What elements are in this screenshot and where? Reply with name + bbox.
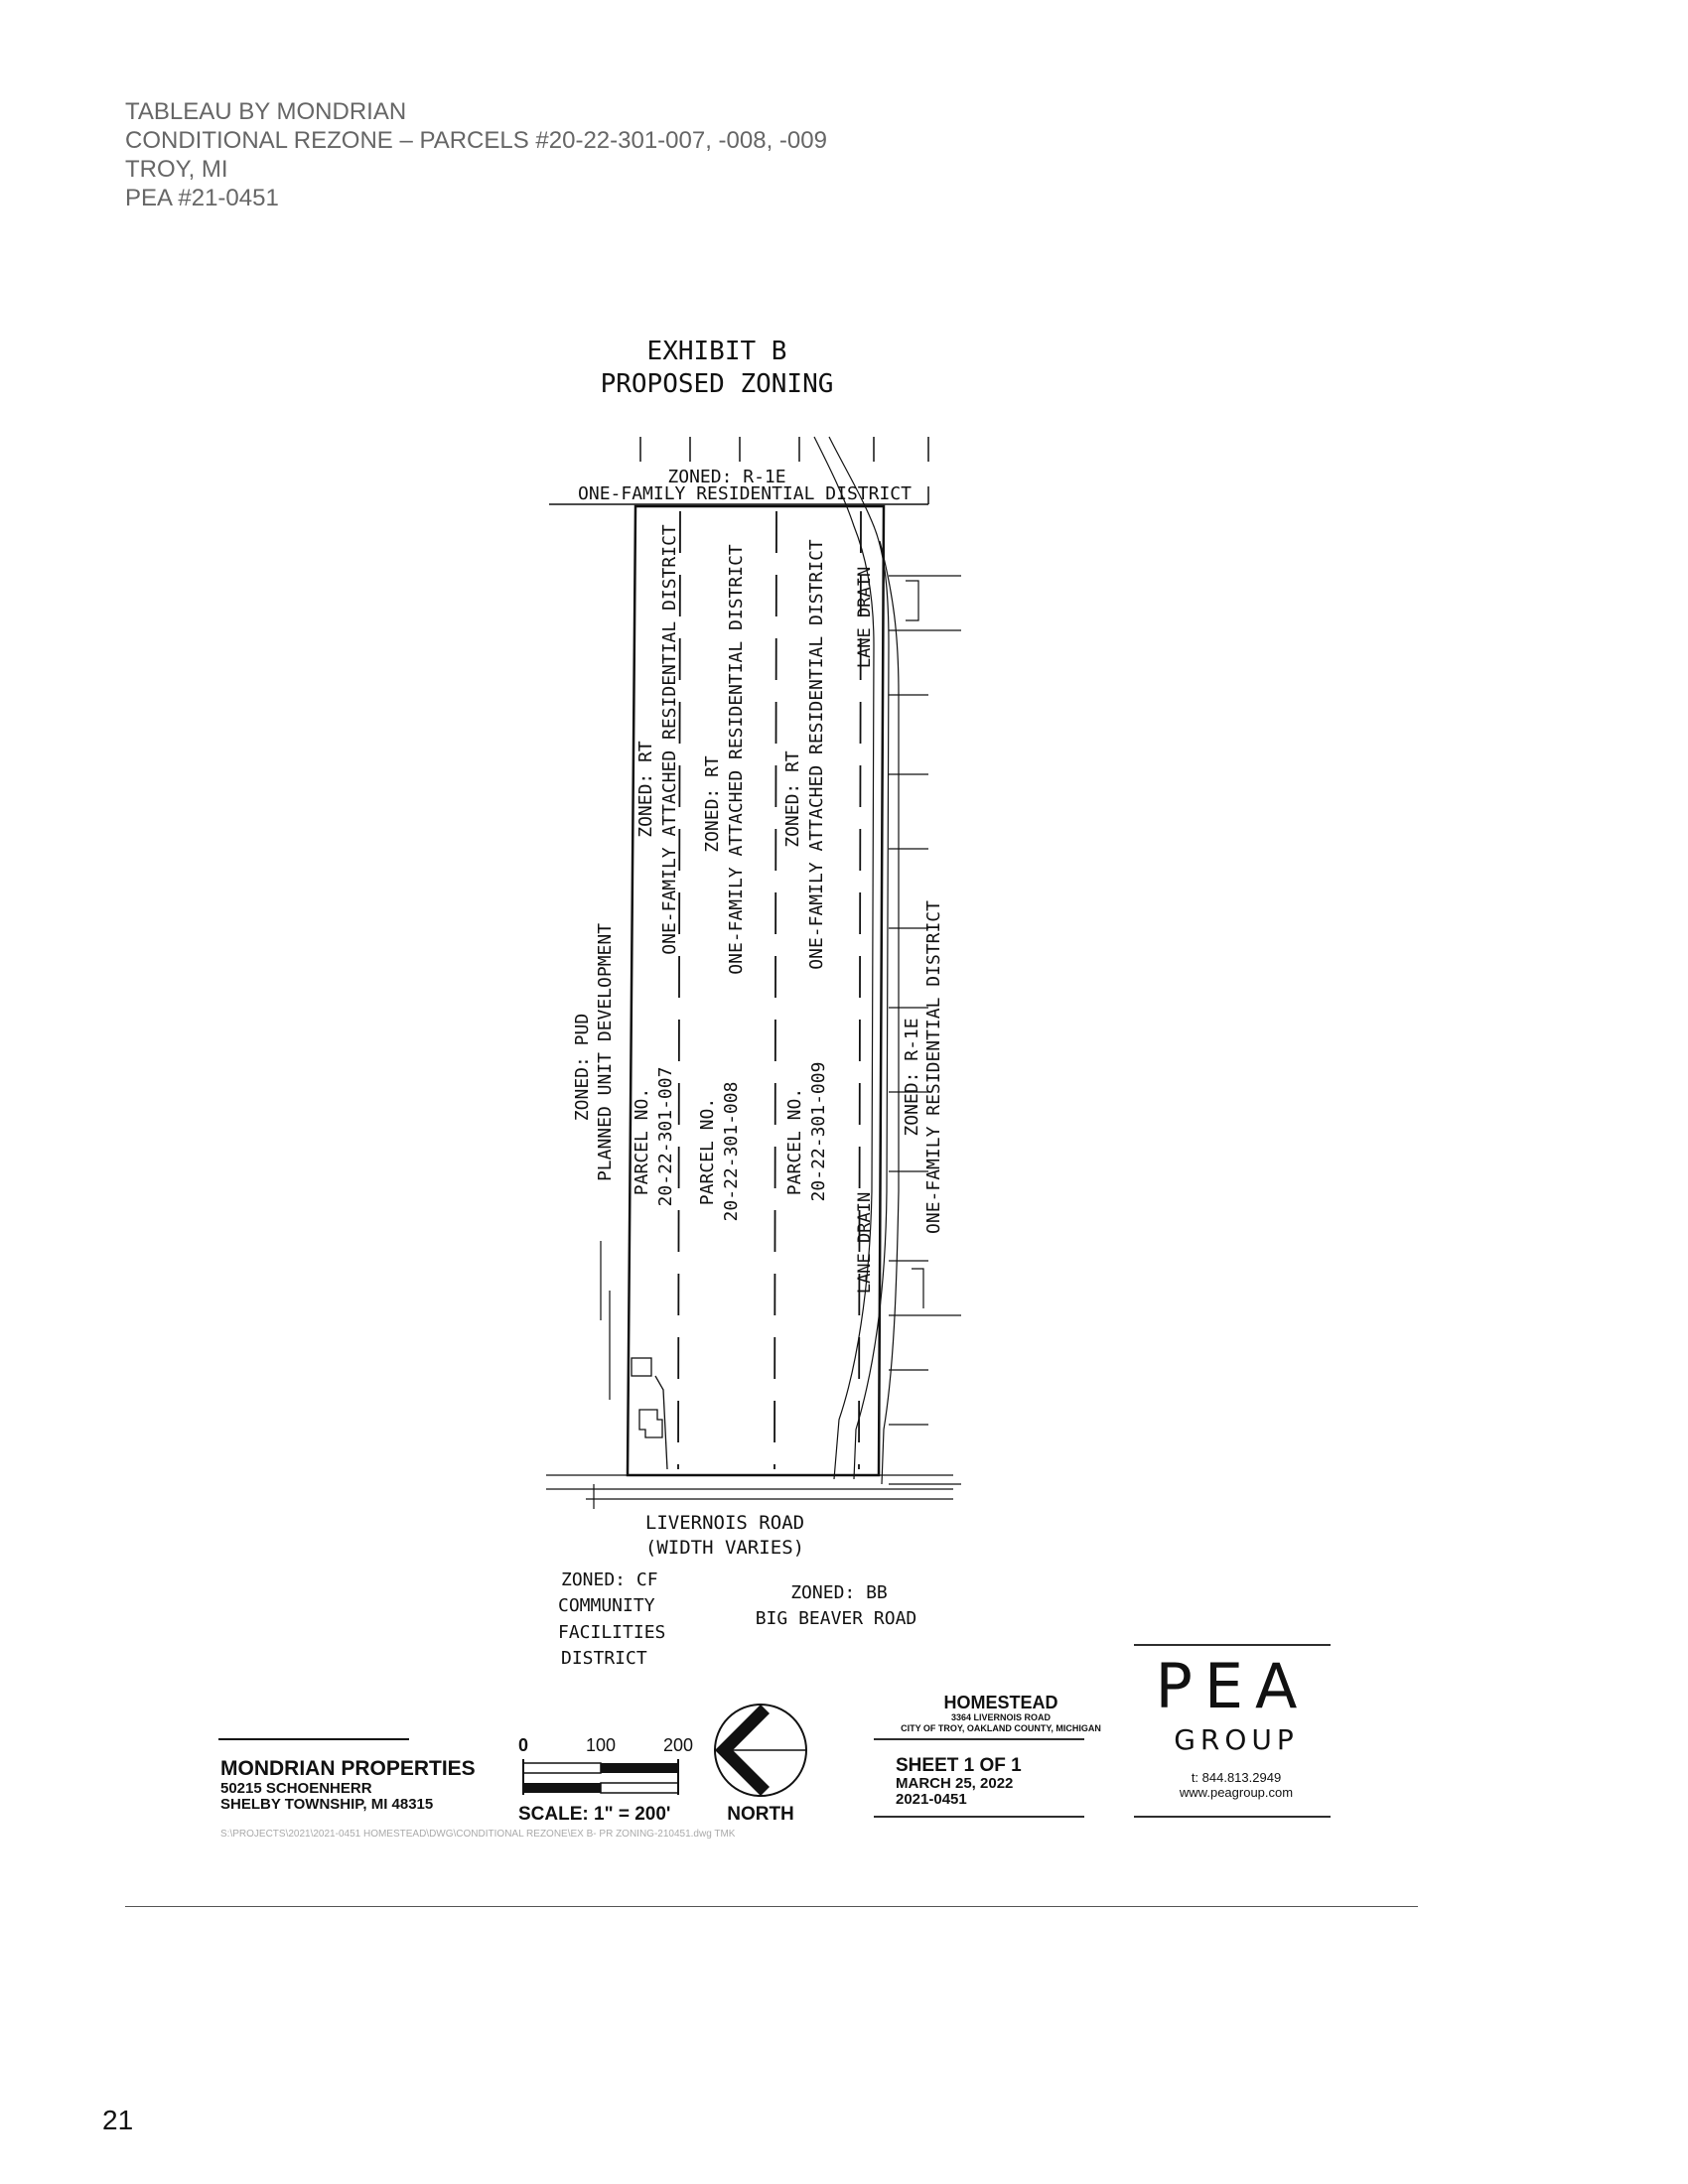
parcel-009-number: 20-22-301-009 bbox=[808, 1061, 829, 1202]
east-zone-label: ZONED: R-1E bbox=[902, 1018, 922, 1137]
sheet-number: SHEET 1 OF 1 bbox=[896, 1755, 1022, 1776]
north-zone-desc: ONE-FAMILY RESIDENTIAL DISTRICT bbox=[578, 483, 912, 504]
cf-zone-line4: DISTRICT bbox=[561, 1648, 647, 1669]
lane-drain-label-north: LANE DRAIN bbox=[855, 566, 875, 669]
north-label: NORTH bbox=[727, 1804, 794, 1825]
scale-tick-100: 100 bbox=[585, 1735, 617, 1755]
cf-zone-line2: COMMUNITY bbox=[558, 1595, 655, 1616]
parcel-009-zone-desc: ONE-FAMILY ATTACHED RESIDENTIAL DISTRICT bbox=[806, 539, 827, 970]
bb-zone-label: ZONED: BB bbox=[790, 1582, 888, 1603]
pea-logo bbox=[1156, 1650, 1310, 1722]
file-path: S:\PROJECTS\2021\2021-0451 HOMESTEAD\DWG\CONDITIONAL REZONE\EX B- PR ZONING-210451.dwg TMK bbox=[220, 1829, 736, 1840]
owner-address-1: 50215 SCHOENHERR bbox=[220, 1780, 372, 1797]
scale-bar bbox=[523, 1759, 678, 1795]
job-number: 2021-0451 bbox=[896, 1791, 967, 1808]
parcel-008-number: 20-22-301-008 bbox=[721, 1081, 742, 1222]
parcel-007-number: 20-22-301-007 bbox=[655, 1066, 676, 1207]
project-city: CITY OF TROY, OAKLAND COUNTY, MICHIGAN bbox=[901, 1723, 1101, 1733]
exhibit-title: EXHIBIT B bbox=[646, 337, 787, 366]
road-name: LIVERNOIS ROAD bbox=[644, 1512, 805, 1534]
east-zone-desc: ONE-FAMILY RESIDENTIAL DISTRICT bbox=[923, 900, 944, 1234]
header-project-title: TABLEAU BY MONDRIAN bbox=[125, 98, 407, 125]
header-location: TROY, MI bbox=[125, 156, 228, 183]
cf-zone-line3: FACILITIES bbox=[558, 1622, 666, 1643]
parcel-009-zone: ZONED: RT bbox=[782, 751, 803, 848]
firm-phone: t: 844.813.2949 bbox=[1191, 1770, 1282, 1785]
parcel-009-label: PARCEL NO. bbox=[784, 1087, 805, 1196]
project-address: 3364 LIVERNOIS ROAD bbox=[950, 1712, 1052, 1722]
firm-web: www.peagroup.com bbox=[1179, 1785, 1294, 1800]
page-number: 21 bbox=[102, 2105, 134, 2135]
road-width: (WIDTH VARIES) bbox=[644, 1537, 805, 1559]
parcel-007-zone-desc: ONE-FAMILY ATTACHED RESIDENTIAL DISTRICT bbox=[659, 524, 680, 955]
bb-zone-desc: BIG BEAVER ROAD bbox=[755, 1608, 917, 1629]
pea-logo-sub: GROUP bbox=[1174, 1723, 1299, 1756]
header-rezone-line: CONDITIONAL REZONE – PARCELS #20-22-301-007, -008, -009 bbox=[125, 127, 827, 154]
parcel-007-label: PARCEL NO. bbox=[632, 1087, 652, 1196]
header-pea-number: PEA #21-0451 bbox=[125, 185, 279, 211]
parcel-008-label: PARCEL NO. bbox=[697, 1097, 718, 1206]
cf-zone-line1: ZONED: CF bbox=[561, 1570, 658, 1590]
parcel-008-zone-desc: ONE-FAMILY ATTACHED RESIDENTIAL DISTRICT bbox=[726, 544, 747, 975]
scale-tick-200: 200 bbox=[662, 1735, 694, 1755]
west-lot-marks bbox=[601, 1241, 610, 1400]
scale-text: SCALE: 1" = 200' bbox=[518, 1804, 671, 1825]
north-zone-label: ZONED: R-1E bbox=[667, 467, 786, 487]
project-name: HOMESTEAD bbox=[943, 1693, 1058, 1712]
scale-tick-0: 0 bbox=[517, 1735, 529, 1755]
north-arrow-icon bbox=[715, 1705, 806, 1796]
owner-name: MONDRIAN PROPERTIES bbox=[220, 1757, 476, 1780]
parcel-007-zone: ZONED: RT bbox=[635, 741, 656, 838]
footer-divider bbox=[125, 1906, 1418, 1907]
parcel-dividers bbox=[678, 511, 861, 1469]
existing-buildings bbox=[632, 1358, 667, 1469]
pea-logo-text: PEA bbox=[1155, 1650, 1310, 1722]
sheet-date: MARCH 25, 2022 bbox=[896, 1775, 1014, 1792]
pud-zone-desc: PLANNED UNIT DEVELOPMENT bbox=[595, 922, 616, 1182]
exhibit-subtitle: PROPOSED ZONING bbox=[600, 369, 834, 399]
lane-drain-label-south: LANE DRAIN bbox=[855, 1191, 875, 1295]
owner-address-2: SHELBY TOWNSHIP, MI 48315 bbox=[220, 1796, 434, 1813]
pud-zone-label: ZONED: PUD bbox=[572, 1013, 593, 1122]
parcel-008-zone: ZONED: RT bbox=[702, 755, 723, 853]
livernois-road-lines bbox=[546, 1475, 953, 1509]
